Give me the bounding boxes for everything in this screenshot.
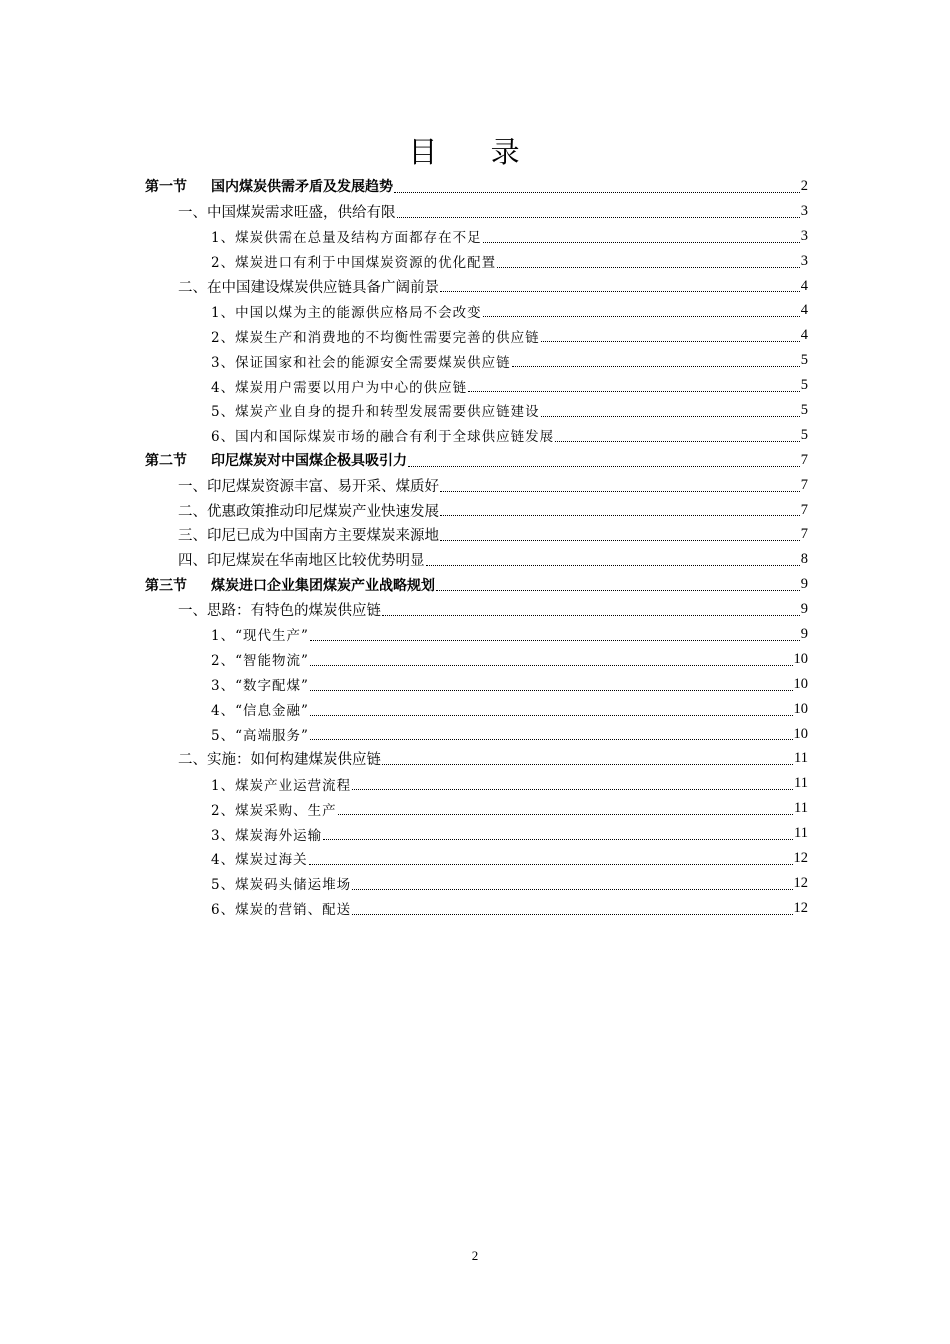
toc-entry-label <box>178 276 439 297</box>
dot-leader <box>310 715 793 716</box>
toc-entry-label <box>211 774 351 794</box>
toc-entry-text: 一、中国煤炭需求旺盛，供给有限 <box>178 204 396 221</box>
toc-subentry[interactable] <box>145 373 808 398</box>
toc-page-number: 3 <box>800 202 808 219</box>
toc-page-number: 11 <box>794 825 808 842</box>
dot-leader <box>555 441 800 442</box>
toc-page-number: 7 <box>800 501 808 518</box>
toc-page-number: 8 <box>800 551 808 568</box>
dot-leader <box>338 814 793 815</box>
toc-subentry[interactable] <box>145 622 808 647</box>
dot-leader <box>497 267 800 268</box>
dot-leader <box>382 615 800 616</box>
toc-entry-text: 一、印尼煤炭资源丰富、易开采、煤质好 <box>178 478 439 495</box>
toc-page-number: 4 <box>800 302 808 319</box>
toc-entry-label <box>211 674 309 694</box>
toc-page-number: 9 <box>800 576 808 593</box>
toc-page-number: 5 <box>800 426 808 443</box>
dot-leader <box>310 665 793 666</box>
dot-leader <box>310 690 793 691</box>
toc-entry-text: 2、煤炭采购、生产 <box>211 802 337 819</box>
dot-leader <box>310 640 800 641</box>
toc-section-number: 第二节 <box>145 453 187 470</box>
dot-leader <box>440 291 800 292</box>
dot-leader <box>440 515 800 516</box>
toc-subentry[interactable] <box>145 348 808 373</box>
toc-page-number: 12 <box>793 899 808 916</box>
toc-section-entry[interactable] <box>145 174 808 199</box>
toc-subentry[interactable] <box>145 871 808 896</box>
toc-entry-label <box>211 326 540 346</box>
toc-entry-label <box>211 898 351 918</box>
toc-subentry[interactable] <box>145 672 808 697</box>
toc-entry-text: 3、“数字配煤” <box>211 678 309 695</box>
dot-leader <box>352 789 793 790</box>
toc-page-number: 5 <box>800 377 808 394</box>
toc-page-number: 11 <box>794 775 808 792</box>
toc-page-number: 11 <box>794 800 808 817</box>
toc-page-number: 4 <box>800 277 808 294</box>
toc-entry-label <box>211 724 309 744</box>
toc-entry-label <box>211 351 511 371</box>
toc-entry-text: 二、实施：如何构建煤炭供应链 <box>178 752 381 769</box>
dot-leader <box>440 491 800 492</box>
dot-leader <box>310 739 793 740</box>
toc-entry-label <box>178 475 439 496</box>
toc-entry-text: 1、中国以煤为主的能源供应格局不会改变 <box>211 304 482 321</box>
toc-subentry[interactable] <box>145 846 808 871</box>
toc-subentry[interactable] <box>145 896 808 921</box>
toc-entry-text: 5、煤炭产业自身的提升和转型发展需要供应链建设 <box>211 404 540 421</box>
toc-entry-text: 煤炭进口企业集团煤炭产业战略规划 <box>211 577 435 594</box>
toc-subentry[interactable] <box>145 298 808 323</box>
toc-chapter-entry[interactable] <box>145 498 808 523</box>
toc-subentry[interactable] <box>145 647 808 672</box>
toc-page-number: 10 <box>793 650 808 667</box>
toc-page-number: 9 <box>800 601 808 618</box>
dot-leader <box>440 540 800 541</box>
toc-entry-label <box>211 873 351 893</box>
dot-leader <box>323 839 793 840</box>
toc-page-number: 4 <box>800 327 808 344</box>
toc-entry-text: 3、保证国家和社会的能源安全需要煤炭供应链 <box>211 354 511 371</box>
toc-chapter-entry[interactable] <box>145 522 808 547</box>
dot-leader <box>483 242 800 243</box>
toc-entry-text: 1、“现代生产” <box>211 628 309 645</box>
toc-entry-label <box>211 848 308 868</box>
toc-page-number: 7 <box>800 526 808 543</box>
dot-leader <box>408 466 800 467</box>
toc-page-number: 5 <box>800 352 808 369</box>
toc-entry-text: 5、“高端服务” <box>211 728 309 745</box>
toc-subentry[interactable] <box>145 398 808 423</box>
dot-leader <box>397 217 800 218</box>
toc-entry-text: 印尼煤炭对中国煤企极具吸引力 <box>211 453 407 470</box>
dot-leader <box>394 192 800 193</box>
dot-leader <box>541 416 800 417</box>
toc-entry-text: 1、煤炭供需在总量及结构方面都存在不足 <box>211 230 482 247</box>
toc-page-number: 10 <box>793 700 808 717</box>
dot-leader <box>436 590 800 591</box>
toc-entry-text: 6、煤炭的营销、配送 <box>211 902 352 919</box>
toc-entry-text: 一、思路：有特色的煤炭供应链 <box>178 603 381 620</box>
toc-page-number: 3 <box>800 252 808 269</box>
dot-leader <box>483 316 800 317</box>
dot-leader <box>382 764 793 765</box>
toc-chapter-entry[interactable] <box>145 597 808 622</box>
toc-page-number: 10 <box>793 675 808 692</box>
toc-chapter-entry[interactable] <box>145 473 808 498</box>
toc-chapter-entry[interactable] <box>145 199 808 224</box>
dot-leader <box>512 366 800 367</box>
toc-entry-label <box>178 599 381 620</box>
toc-page-number: 12 <box>793 874 808 891</box>
toc-subentry[interactable] <box>145 249 808 274</box>
toc-entry-text: 5、煤炭码头储运堆场 <box>211 877 352 894</box>
dot-leader <box>309 864 793 865</box>
toc-entry-label <box>211 226 482 246</box>
toc-title: 目 录 <box>408 135 542 169</box>
toc-entry-label <box>211 624 309 644</box>
toc-entry-label <box>178 500 439 521</box>
toc-entry-text: 1、煤炭产业运营流程 <box>211 777 352 794</box>
toc-entry-label <box>211 376 467 396</box>
toc-page-number: 10 <box>793 725 808 742</box>
toc-subentry[interactable] <box>145 821 808 846</box>
toc-subentry[interactable] <box>145 323 808 348</box>
toc-page-number: 2 <box>800 177 808 194</box>
toc-entry-text: 二、优惠政策推动印尼煤炭产业快速发展 <box>178 503 439 520</box>
toc-entry-label <box>211 824 322 844</box>
toc-entry-label <box>145 450 407 470</box>
toc-subentry[interactable] <box>145 771 808 796</box>
toc-entry-text: 4、煤炭用户需要以用户为中心的供应链 <box>211 379 468 396</box>
toc-page-number: 7 <box>800 451 808 468</box>
toc-subentry[interactable] <box>145 697 808 722</box>
toc-section-entry[interactable] <box>145 448 808 473</box>
toc-entry-text: 二、在中国建设煤炭供应链具备广阔前景 <box>178 279 439 296</box>
toc-entry-text: 四、印尼煤炭在华南地区比较优势明显 <box>178 553 425 570</box>
page-number: 2 <box>471 1248 479 1263</box>
toc-page-number: 7 <box>800 476 808 493</box>
dot-leader <box>352 889 792 890</box>
table-of-contents <box>145 174 808 921</box>
toc-entry-text: 2、煤炭进口有利于中国煤炭资源的优化配置 <box>211 255 497 272</box>
toc-chapter-entry[interactable] <box>145 274 808 299</box>
toc-entry-label <box>211 799 337 819</box>
dot-leader <box>426 565 800 566</box>
toc-entry-text: 2、煤炭生产和消费地的不均衡性需要完善的供应链 <box>211 329 540 346</box>
toc-subentry[interactable] <box>145 796 808 821</box>
toc-subentry[interactable] <box>145 423 808 448</box>
toc-section-number: 第一节 <box>145 179 187 196</box>
toc-entry-label <box>211 251 496 271</box>
dot-leader <box>468 391 800 392</box>
toc-entry-text: 6、国内和国际煤炭市场的融合有利于全球供应链发展 <box>211 429 555 446</box>
toc-entry-text: 国内煤炭供需矛盾及发展趋势 <box>211 179 393 196</box>
toc-entry-label <box>178 524 439 545</box>
toc-page-number: 12 <box>793 849 808 866</box>
toc-entry-label <box>145 575 435 595</box>
toc-entry-text: 三、印尼已成为中国南方主要煤炭来源地 <box>178 528 439 545</box>
toc-subentry[interactable] <box>145 224 808 249</box>
toc-entry-text: 4、煤炭过海关 <box>211 852 308 869</box>
toc-entry-label <box>211 301 482 321</box>
toc-entry-label <box>178 201 396 222</box>
toc-entry-text: 4、“信息金融” <box>211 703 309 720</box>
toc-entry-label <box>211 425 554 445</box>
toc-entry-label <box>178 549 425 570</box>
toc-page-number: 11 <box>794 750 808 767</box>
toc-page-number: 3 <box>800 227 808 244</box>
toc-entry-text: 3、煤炭海外运输 <box>211 827 323 844</box>
toc-subentry[interactable] <box>145 722 808 747</box>
toc-chapter-entry[interactable] <box>145 547 808 572</box>
dot-leader <box>541 341 800 342</box>
toc-entry-label <box>178 748 381 769</box>
toc-entry-label <box>211 699 309 719</box>
toc-chapter-entry[interactable] <box>145 746 808 771</box>
toc-section-entry[interactable] <box>145 572 808 597</box>
toc-section-number: 第三节 <box>145 577 187 594</box>
toc-entry-label <box>145 176 393 196</box>
toc-page-number: 9 <box>800 625 808 642</box>
toc-entry-text: 2、“智能物流” <box>211 653 309 670</box>
toc-entry-label <box>211 400 540 420</box>
toc-entry-label <box>211 649 309 669</box>
dot-leader <box>352 914 792 915</box>
toc-page-number: 5 <box>800 401 808 418</box>
